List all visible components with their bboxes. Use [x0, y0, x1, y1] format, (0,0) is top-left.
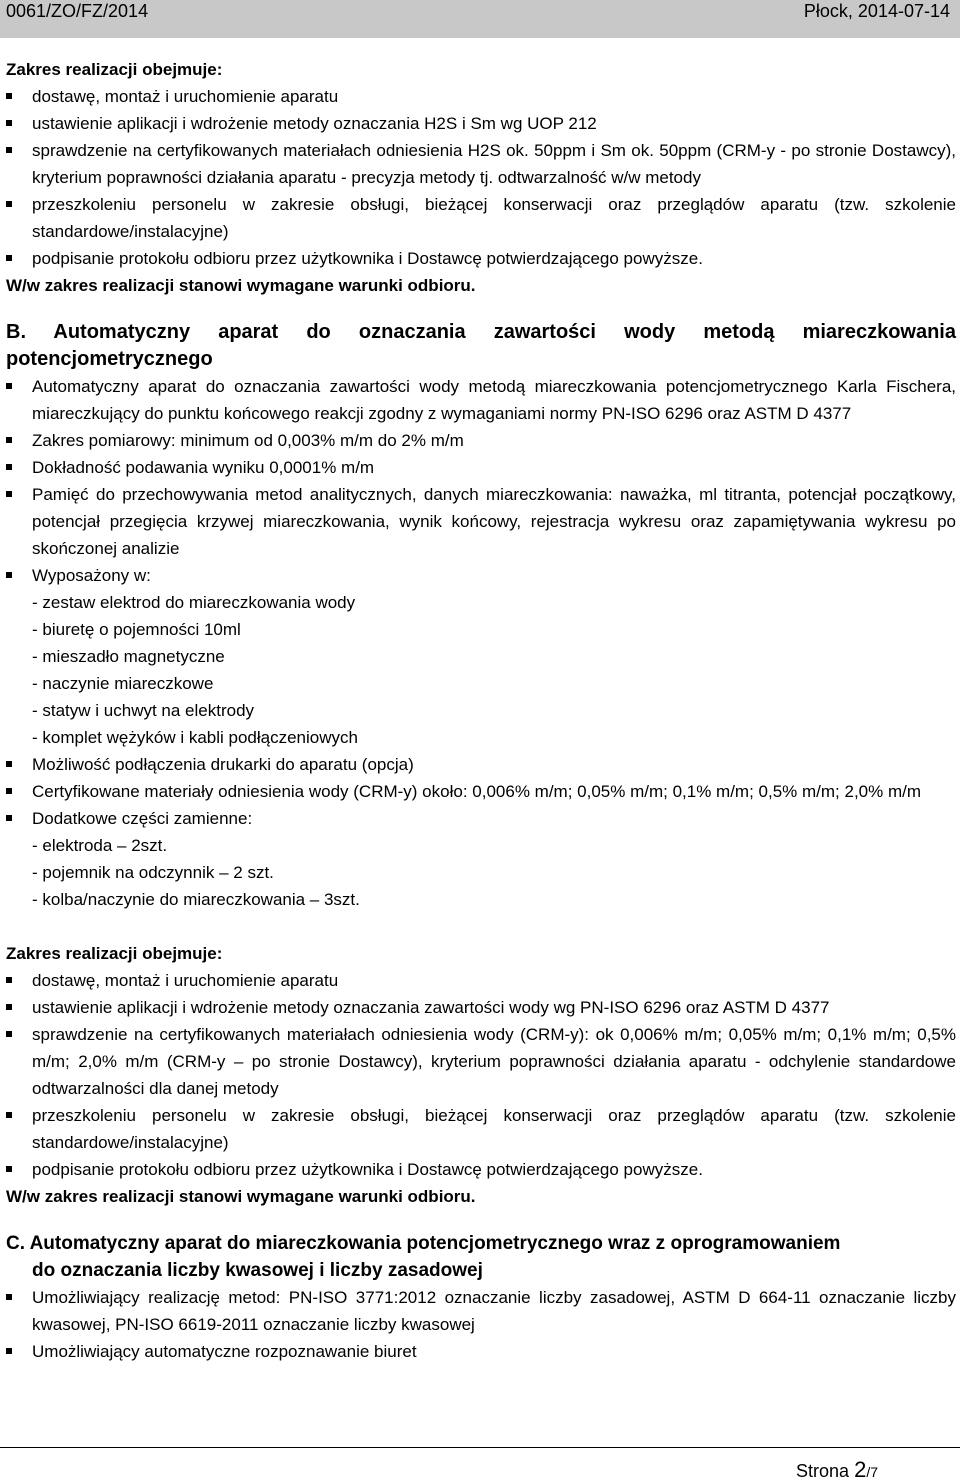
list-item: podpisanie protokołu odbioru przez użytkownika i Dostawcę potwierdzającego powyższe.: [6, 1156, 956, 1183]
list-item: sprawdzenie na certyfikowanych materiałach odniesienia wody (CRM-y): ok 0,006% m/m; 0,05% m/m; 0,1% m/m; 0,5% m/m; 2,0% m/m (CRM-y – po stronie Dostawcy), kryterium poprawności działania aparatu - odchylenie standardowe odtwarzalności dla danej metody: [6, 1021, 956, 1102]
list-item: Dokładność podawania wyniku 0,0001% m/m: [6, 454, 956, 481]
list-item: Pamięć do przechowywania metod analitycznych, danych miareczkowania: naważka, ml titranta, potencjał początkowy, potencjał przegięcia krzywej miareczkowania, wynik końcowy, rejestracja wykresu oraz zapamiętywania wykresu po skończonej analizie: [6, 481, 956, 562]
page-indicator: [796, 1457, 878, 1483]
closing-note-b: W/w zakres realizacji stanowi wymagane warunki odbioru.: [6, 1187, 476, 1206]
features-list-b: [6, 373, 956, 589]
page-label: Strona: [796, 1461, 850, 1481]
list-item: przeszkoleniu personelu w zakresie obsługi, bieżącej konserwacji oraz przeglądów aparatu (tzw. szkolenie standardowe/instalacyjne): [6, 191, 956, 245]
document-body: [6, 56, 956, 1365]
section-c-heading-line2: do oznaczania liczby kwasowej i liczby zasadowej: [32, 1260, 483, 1281]
equipment-list: [6, 589, 956, 751]
equipment-item: - biuretę o pojemności 10ml: [32, 620, 241, 639]
page-footer: [0, 1447, 960, 1481]
section-c-heading: [6, 1230, 956, 1284]
list-item: Umożliwiający realizację metod: PN-ISO 3771:2012 oznaczanie liczby zasadowej, ASTM D 664-11 oznaczanie liczby kwasowej, PN-ISO 6619-2011 oznaczanie liczby kwasowej: [6, 1284, 956, 1338]
list-item: Zakres pomiarowy: minimum od 0,003% m/m do 2% m/m: [6, 427, 956, 454]
equipment-item: - mieszadło magnetyczne: [32, 647, 225, 666]
list-item: Automatyczny aparat do oznaczania zawartości wody metodą miareczkowania potencjometrycznego Karla Fischera, miareczkujący do punktu końcowego reakcji zgodny z wymaganiami normy PN-ISO 6296 oraz ASTM D 4377: [6, 373, 956, 427]
spare-parts-list: [6, 832, 956, 913]
document-header: [0, 0, 960, 38]
list-item: Możliwość podłączenia drukarki do aparatu (opcja): [6, 751, 956, 778]
scope-list-b: [6, 967, 956, 1183]
equipment-item: - zestaw elektrod do miareczkowania wody: [32, 593, 356, 612]
closing-note-a: W/w zakres realizacji stanowi wymagane warunki odbioru.: [6, 276, 476, 295]
equipment-item: - komplet wężyków i kabli podłączeniowych: [32, 728, 358, 747]
document-reference: 0061/ZO/FZ/2014: [6, 1, 149, 21]
page-number: 2: [854, 1457, 867, 1482]
list-item: Umożliwiający automatyczne rozpoznawanie biuret: [6, 1338, 956, 1365]
list-item: podpisanie protokołu odbioru przez użytkownika i Dostawcę potwierdzającego powyższe.: [6, 245, 956, 272]
spare-part-item: - pojemnik na odczynnik – 2 szt.: [32, 863, 274, 882]
list-item: dostawę, montaż i uruchomienie aparatu: [6, 967, 956, 994]
scope-list-a: [6, 83, 956, 272]
list-item: ustawienie aplikacji i wdrożenie metody oznaczania zawartości wody wg PN-ISO 6296 oraz ASTM D 4377: [6, 994, 956, 1021]
list-item: Wyposażony w:: [6, 562, 956, 589]
section-b-heading-cont: potencjometrycznego: [6, 348, 213, 370]
spacer: [6, 913, 956, 940]
scope-title-b: Zakres realizacji obejmuje:: [6, 944, 223, 963]
list-item: sprawdzenie na certyfikowanych materiałach odniesienia H2S ok. 50ppm i Sm ok. 50ppm (CRM-y - po stronie Dostawcy), kryterium poprawności działania aparatu - precyzja metody tj. odtwarzalność w/w metody: [6, 137, 956, 191]
section-c-heading-line1: C. Automatyczny aparat do miareczkowania potencjometrycznego wraz z oprogramowaniem: [6, 1233, 841, 1254]
list-item: Certyfikowane materiały odniesienia wody (CRM-y) około: 0,006% m/m; 0,05% m/m; 0,1% m/m; 0,5% m/m; 2,0% m/m: [6, 778, 956, 805]
list-item: ustawienie aplikacji i wdrożenie metody oznaczania H2S i Sm wg UOP 212: [6, 110, 956, 137]
spare-part-item: - kolba/naczynie do miareczkowania – 3szt.: [32, 890, 360, 909]
features-list-b2: [6, 751, 956, 832]
page-total: /7: [866, 1464, 878, 1480]
equipment-item: - naczynie miareczkowe: [32, 674, 214, 693]
scope-title-a: Zakres realizacji obejmuje:: [6, 60, 223, 79]
section-b-heading: B. Automatyczny aparat do oznaczania zawartości wody metodą miareczkowania: [6, 321, 956, 343]
spare-part-item: - elektroda – 2szt.: [32, 836, 168, 855]
list-item: Dodatkowe części zamienne:: [6, 805, 956, 832]
features-list-c: [6, 1284, 956, 1365]
list-item: dostawę, montaż i uruchomienie aparatu: [6, 83, 956, 110]
equipment-item: - statyw i uchwyt na elektrody: [32, 701, 255, 720]
list-item: przeszkoleniu personelu w zakresie obsługi, bieżącej konserwacji oraz przeglądów aparatu (tzw. szkolenie standardowe/instalacyjne): [6, 1102, 956, 1156]
footer-divider: [0, 1447, 960, 1448]
document-date: Płock, 2014-07-14: [803, 1, 950, 21]
